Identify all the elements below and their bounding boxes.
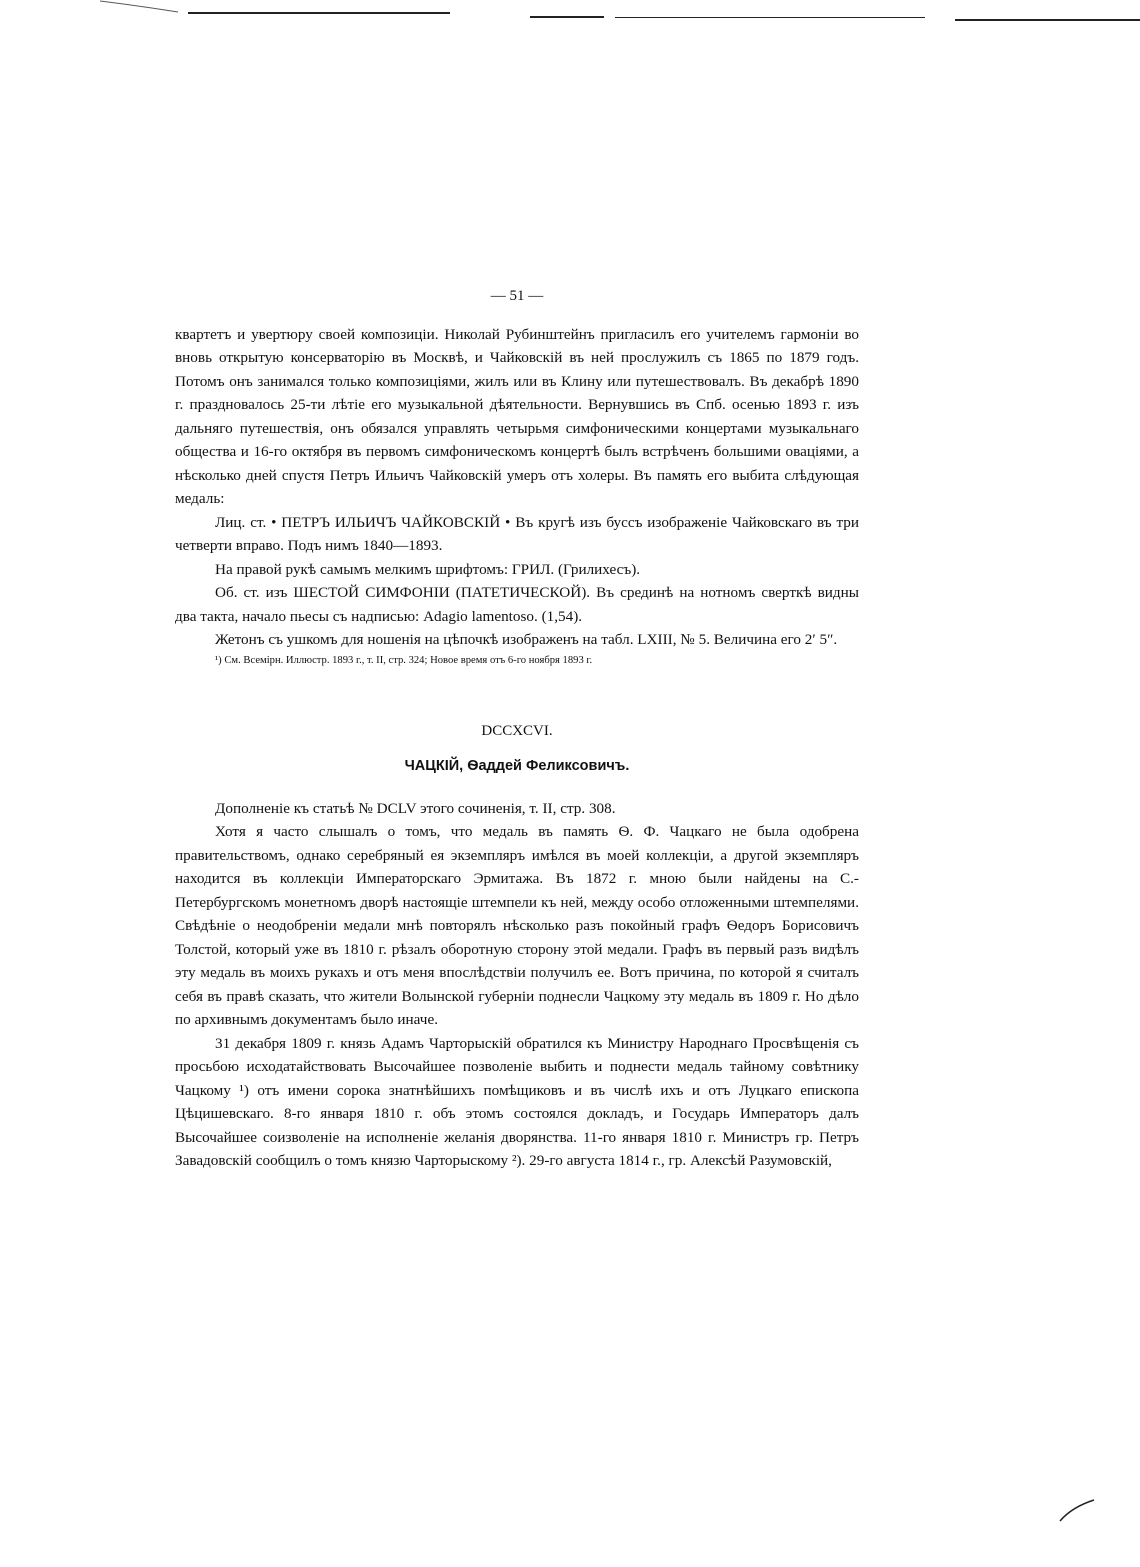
paragraph-2: Лиц. ст. • ПЕТРЪ ИЛЬИЧЪ ЧАЙКОВСКІЙ • Въ кругѣ изъ буссъ изображеніе Чайковскаго въ три четверти вправо. Подъ нимъ 1840—1893.: [175, 513, 859, 554]
paragraph-6: Дополненіе къ статьѣ № DCLV этого сочиненія, т. II, стр. 308.: [215, 799, 616, 817]
paragraph-8: 31 декабря 1809 г. князь Адамъ Чарторыскій обратился къ Министру Народнаго Просвѣщенія съ просьбою исходатайствовать Высочайшее позволеніе выбить и поднести медаль тайному совѣтнику Чацкому ¹) отъ имени сорока знатнѣйшихъ помѣщиковъ и въ числѣ ихъ и отъ Луцкаго епископа Цѣцишевскаго. 8-го января 1810 г. объ этомъ состоялся докладъ, и Государь Императоръ далъ Высочайшее соизволеніе на исполненіе желанія дворянства. 11-го января 1810 г. Министръ гр. Петръ Завадовскій сообщилъ о томъ князю Чарторыскому ²). 29-го августа 1814 г., гр. Алексѣй Разумовскій,: [175, 1034, 859, 1169]
section-title: ЧАЦКІЙ, Ѳаддей Феликсовичъ.: [404, 758, 630, 774]
page-number: — 51 —: [490, 288, 544, 304]
scan-line-3: [615, 17, 925, 18]
document-page: [175, 285, 859, 1173]
paragraph-1: квартетъ и увертюру своей композиціи. Николай Рубинштейнъ пригласилъ его учителемъ гармоніи во вновь открытую консерваторію въ Москвѣ, и Чайковскій въ ней прослужилъ съ 1865 по 1879 годъ. Потомъ онъ занимался только композиціями, жилъ или въ Клину или путешествовалъ. Въ декабрѣ 1890 г. праздновалось 25-ти лѣтіе его музыкальной дѣятельности. Вернувшись въ Спб. осенью 1893 г. изъ дальняго путешествія, онъ обязался управлять четырьмя симфоническими концертами музыкальнаго общества и 16-го октября въ первомъ симфоническомъ концертѣ былъ встрѣченъ большими оваціями, а нѣсколько дней спустя Петръ Ильичъ Чайковскій умеръ отъ холеры. Въ память его выбита слѣдующая медаль:: [175, 325, 859, 507]
paragraph-3: На правой рукѣ самымъ мелкимъ шрифтомъ: ГРИЛ. (Грилихесъ).: [215, 560, 641, 578]
scan-corner-mark: [100, 0, 180, 14]
section-number: DCCXCVI.: [481, 722, 553, 739]
paragraph-4: Об. ст. изъ ШЕСТОЙ СИМФОНІИ (ПАТЕТИЧЕСКОЙ). Въ срединѣ на нотномъ сверткѣ видны два такта, начало пьесы съ надписью: Adagio lamentoso. (1,54).: [175, 584, 859, 625]
pen-mark: [1058, 1497, 1098, 1523]
scan-line-4: [955, 19, 1140, 21]
paragraph-7: Хотя я часто слышалъ о томъ, что медаль въ память Ѳ. Ф. Чацкаго не была одобрена правительствомъ, однако серебряный ея экземпляръ имѣлся въ моей коллекціи, а другой экземпляръ находится въ коллекціи Императорскаго Эрмитажа. Въ 1872 г. мною были найдены на С.-Петербургскомъ монетномъ дворѣ настоящіе штемпели къ ней, между особо отложенными штемпелями. Свѣдѣніе о неодобреніи медали мнѣ повторялъ нѣсколько разъ покойный графъ Ѳедоръ Борисовичъ Толстой, который уже въ 1810 г. рѣзалъ оборотную сторону этой медали. Графъ въ первый разъ видѣлъ эту медаль въ моихъ рукахъ и отъ меня впослѣдствіи получилъ ее. Вотъ причина, по которой я считалъ себя въ правѣ сказать, что жители Волынской губерніи поднесли Чацкому эту медаль въ 1809 г. Но дѣло по архивнымъ документамъ было иначе.: [175, 823, 859, 1028]
scan-line-2: [530, 16, 604, 18]
footnote: ¹) См. Всемірн. Иллюстр. 1893 г., т. II, стр. 324; Новое время отъ 6-го ноября 1893 г.: [215, 654, 593, 666]
scan-line-1: [188, 12, 450, 14]
paragraph-5: Жетонъ съ ушкомъ для ношенія на цѣпочкѣ изображенъ на табл. LXIII, № 5. Величина его 2′ 5″.: [215, 631, 838, 648]
